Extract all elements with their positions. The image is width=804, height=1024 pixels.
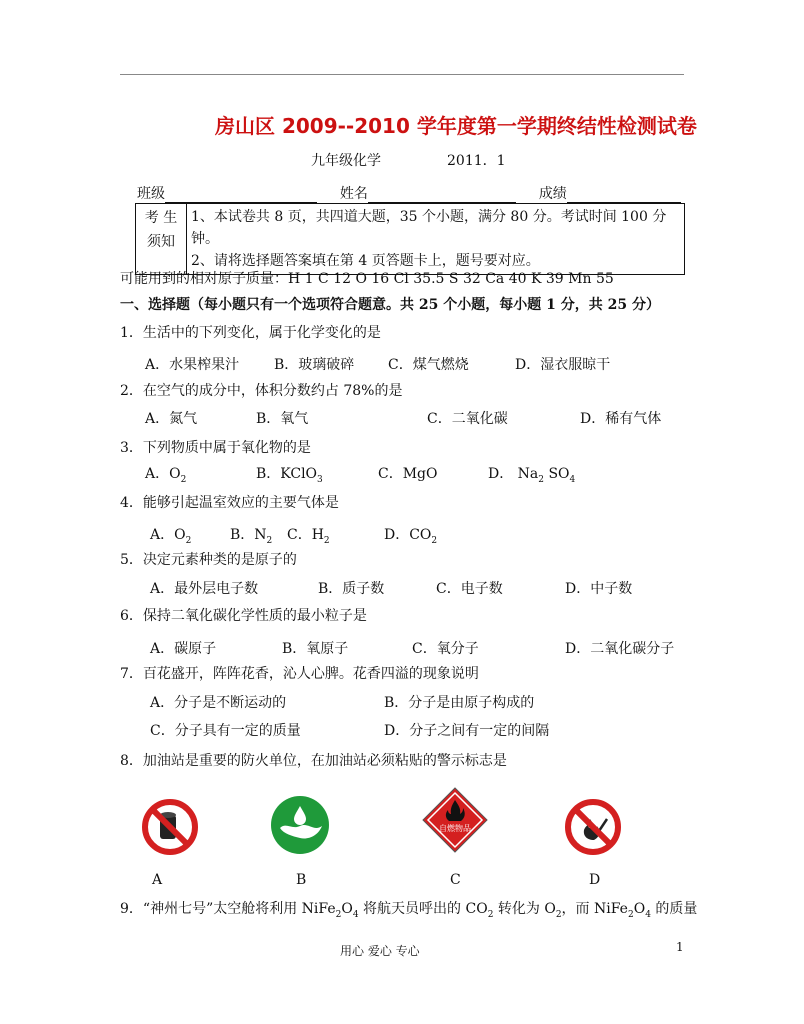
q2-option-c: C．二氧化碳 xyxy=(427,411,508,427)
name-label: 姓名 xyxy=(339,186,368,202)
footer-motto: 用心 爱心 专心 xyxy=(340,944,420,958)
q2-option-a: A．氮气 xyxy=(145,411,198,427)
q6-option-c: C．氧分子 xyxy=(412,641,479,657)
page-title: 房山区 2009--2010 学年度第一学期终结性检测试卷 xyxy=(215,114,697,138)
question-1: 1．生活中的下列变化，属于化学变化的是 xyxy=(120,325,381,341)
sign-a-label: A xyxy=(152,872,163,888)
info-fields xyxy=(137,183,681,203)
q1-option-d: D．湿衣服晾干 xyxy=(515,357,611,373)
subject-label: 九年级化学 xyxy=(311,153,381,169)
q7-option-c: C．分子具有一定的质量 xyxy=(150,723,301,739)
q7-option-d: D．分子之间有一定的间隔 xyxy=(384,723,550,739)
notice-item-1: 1、本试卷共 8 页，共四道大题，35 个小题，满分 80 分。考试时间 100 分钟。 xyxy=(191,209,667,247)
q6-option-a: A．碳原子 xyxy=(150,641,217,657)
notice-label: 考 生 须知 xyxy=(136,204,187,275)
question-7: 7．百花盛开，阵阵花香，沁人心脾。花香四溢的现象说明 xyxy=(120,666,479,682)
page-number: 1 xyxy=(676,940,684,954)
sign-c-flammable-icon xyxy=(421,786,489,854)
sign-d-no-fire-icon xyxy=(563,797,623,857)
sign-a-prohibition-icon xyxy=(140,797,200,857)
class-label: 班级 xyxy=(137,186,165,202)
question-5: 5．决定元素种类的是原子的 xyxy=(120,552,297,568)
q4-option-c: C．$H_2$ xyxy=(287,527,330,546)
exam-date: 2011．1 xyxy=(447,153,506,169)
q6-option-d: D．二氧化碳分子 xyxy=(565,641,675,657)
q4-option-d: D．$CO_2$ xyxy=(384,527,438,546)
q1-option-c: C．煤气燃烧 xyxy=(388,357,469,373)
q3-option-b: B．KClO$_3$ xyxy=(256,466,323,485)
q1-option-a: A．水果榨果汁 xyxy=(145,357,240,373)
notice-item-2: 2、请将选择题答案填在第 4 页答题卡上，题号要对应。 xyxy=(191,253,540,269)
sign-b-label: B xyxy=(296,872,307,888)
atomic-masses: 可能用到的相对原子质量：H 1 C 12 O 16 Cl 35.5 S 32 Ca 40 K 39 Mn 55 xyxy=(120,271,614,287)
sign-b-green-icon xyxy=(270,795,330,855)
question-4: 4．能够引起温室效应的主要气体是 xyxy=(120,495,339,511)
q3-option-c: C．MgO xyxy=(378,466,438,482)
q7-option-a: A．分子是不断运动的 xyxy=(150,695,287,711)
q3-option-a: A．$O_2$ xyxy=(145,466,187,485)
score-label: 成绩 xyxy=(538,186,567,202)
sign-c-option-label: C xyxy=(450,872,461,888)
notice-table xyxy=(135,203,685,275)
q5-option-c: C．电子数 xyxy=(436,581,503,597)
q5-option-d: D．中子数 xyxy=(565,581,633,597)
name-blank xyxy=(368,188,516,203)
q6-option-b: B．氧原子 xyxy=(282,641,349,657)
q2-option-b: B．氧气 xyxy=(256,411,309,427)
q3-option-d: D． $Na_2$ $SO_4$ xyxy=(488,466,576,485)
question-8: 8．加油站是重要的防火单位，在加油站必须粘贴的警示标志是 xyxy=(120,753,507,769)
sign-c-label: 自燃物品 xyxy=(439,824,471,833)
section-heading: 一、选择题（每小题只有一个选项符合题意。共 25 个小题，每小题 1 分，共 25 分） xyxy=(120,297,660,313)
q7-option-b: B．分子是由原子构成的 xyxy=(384,695,535,711)
question-3: 3．下列物质中属于氧化物的是 xyxy=(120,440,311,456)
score-blank xyxy=(567,188,681,203)
question-6: 6．保持二氧化碳化学性质的最小粒子是 xyxy=(120,608,367,624)
q5-option-b: B．质子数 xyxy=(318,581,385,597)
q5-option-a: A．最外层电子数 xyxy=(150,581,259,597)
question-2: 2．在空气的成分中，体积分数约占 78%的是 xyxy=(120,383,403,399)
q4-option-b: B．$N_2$ xyxy=(230,527,273,546)
question-9: 9．“神州七号”太空舱将利用 $NiFe_2O_4$ 将航天员呼出的 $CO_2$ 转化为 $O_2$，而 $NiFe_2O_4$ 的质量 xyxy=(120,901,698,920)
header-rule xyxy=(120,74,684,75)
sign-d-label: D xyxy=(589,872,601,888)
q4-option-a: A．$O_2$ xyxy=(150,527,192,546)
class-blank xyxy=(165,188,317,203)
q1-option-b: B．玻璃破碎 xyxy=(274,357,355,373)
notice-content xyxy=(187,204,685,275)
q2-option-d: D．稀有气体 xyxy=(580,411,662,427)
